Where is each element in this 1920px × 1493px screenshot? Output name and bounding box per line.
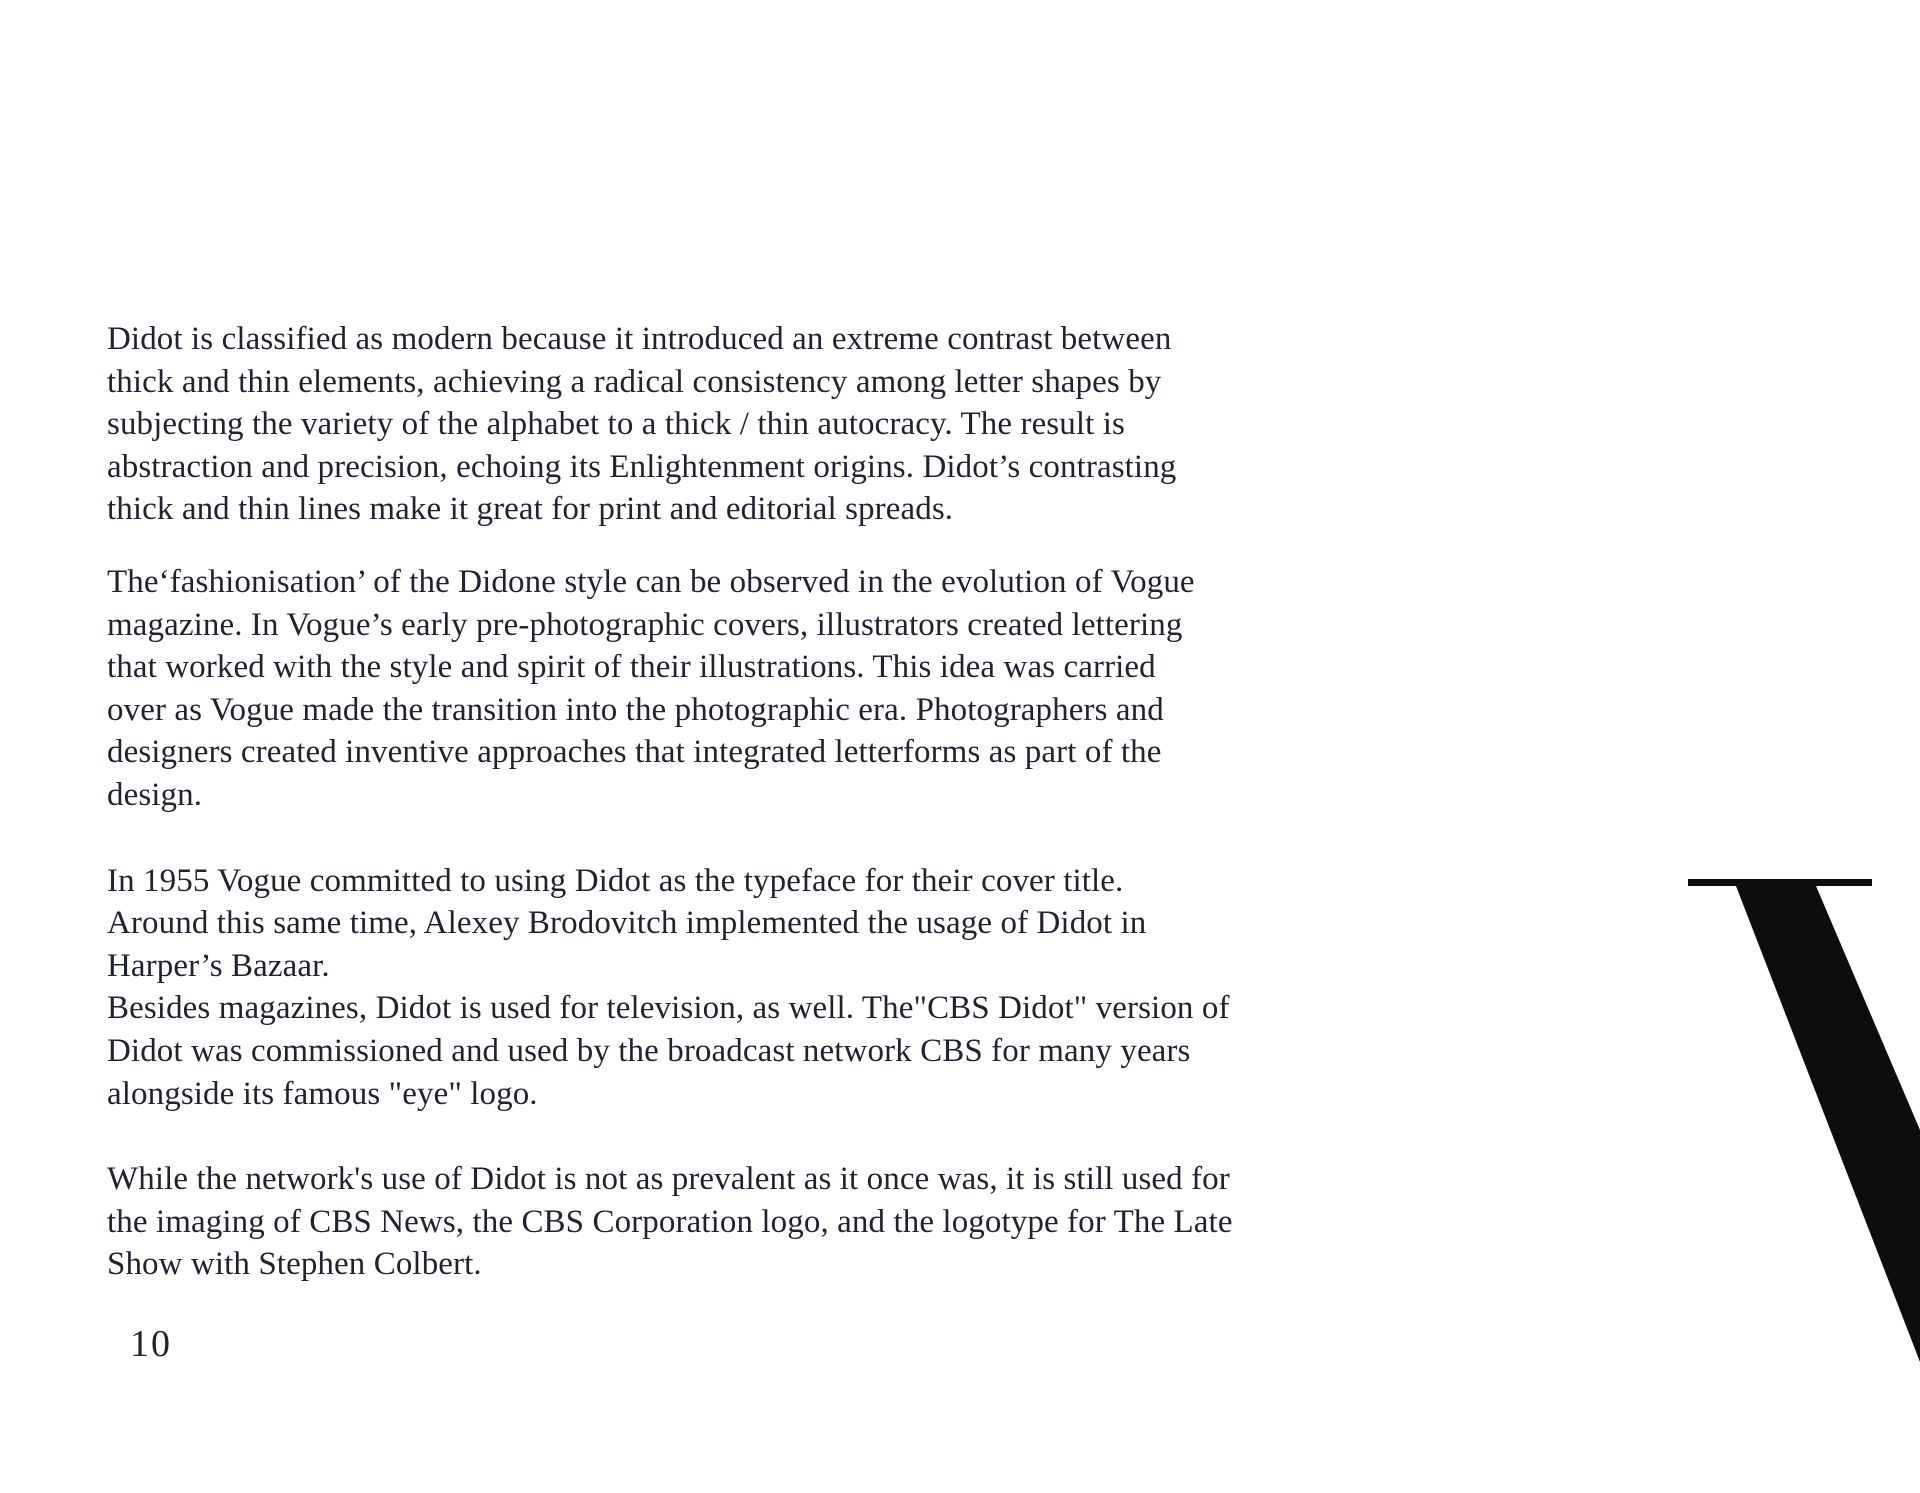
paragraph-vogue-1955: In 1955 Vogue committed to using Didot as the typeface for their cover title. Around this same time, Alexey Brodovitch implemented the usage of Didot in Harper’s Bazaar. [107,862,1147,984]
page-number: 10 [130,1323,172,1365]
paragraph-vogue-fashionisation: The‘fashionisation’ of the Didone style can be observed in the evolution of Vogue magazine. In Vogue’s early pre-photographic covers, illustrators created lettering that worked with the style and spirit of their illustrations. This idea was carried over as Vogue made the transition into the photographic era. Photographers and designers created inventive approaches that integrated letterforms as part of the design. [107,563,1195,813]
paragraph-cbs-didot: Besides magazines, Didot is used for television, as well. The"CBS Didot" version of Didot was commissioned and used by the broadcast network CBS for many years alongside its famous "eye" logo. [107,990,1230,1112]
letter-v-serif [1688,879,1872,886]
paragraph-cbs-current-use: While the network's use of Didot is not as prevalent as it once was, it is still used for the imaging of CBS News, the CBS Corporation logo, and the logotype for The Late Show with Stephen Colbert. [107,1161,1233,1283]
article-body [107,318,1487,1286]
paragraph-didot-classification: Didot is classified as modern because it introduced an extreme contrast between thick and thin elements, achieving a radical consistency among letter shapes by subjecting the variety of the alphabet to a thick / thin autocracy. The result is abstraction and precision, echoing its Enlightenment origins. Didot’s contrasting thick and thin lines make it great for print and editorial spreads. [107,321,1177,528]
letter-v-stem [1736,886,1920,1362]
